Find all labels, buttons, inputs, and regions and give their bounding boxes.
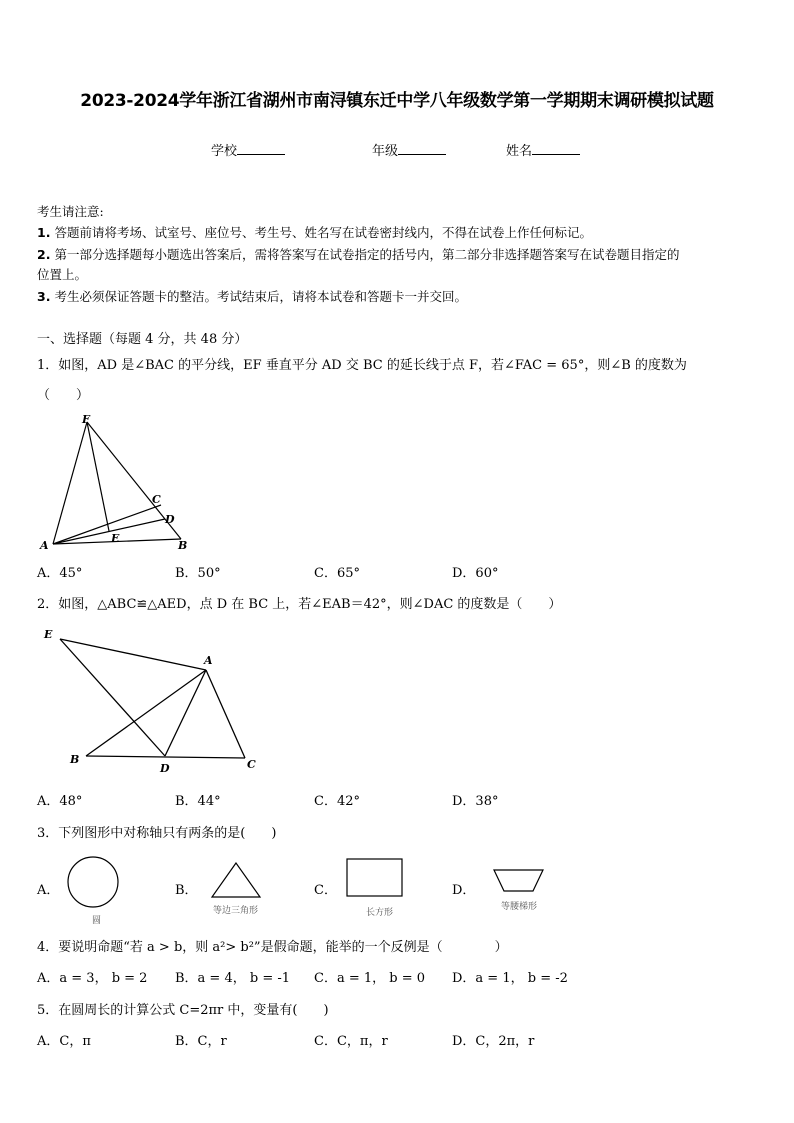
notice-item-3: 3. 考生必须保证答题卡的整洁。考试结束后，请将本试卷和答题卡一并交回。	[37, 289, 467, 304]
q1-option-c[interactable]: C．65°	[314, 566, 360, 581]
q1-label-a: A	[40, 539, 49, 552]
q2-label-d: D	[160, 762, 170, 775]
q1-text: 1．如图，AD 是∠BAC 的平分线，EF 垂直平分 AD 交 BC 的延长线于点 F，若∠FAC = 65°，则∠B 的度数为	[37, 358, 687, 373]
notice-item-2: 2. 第一部分选择题每小题选出答案后，需将答案写在试卷指定的括号内，第二部分非选择题答案写在试卷题目指定的	[37, 247, 680, 262]
q2-option-b[interactable]: B．44°	[175, 794, 221, 809]
school-blank[interactable]	[237, 142, 285, 155]
q1-label-b: B	[178, 539, 188, 552]
q5-option-a[interactable]: A．C，π	[37, 1034, 91, 1049]
q3-caption-b: 等边三角形	[213, 906, 259, 916]
q3-option-d[interactable]: D．	[452, 883, 476, 898]
q1-figure	[35, 412, 195, 552]
q2-option-a[interactable]: A．48°	[37, 794, 83, 809]
q2-figure	[38, 624, 268, 776]
q2-label-a: A	[204, 654, 213, 667]
q2-text: 2．如图，△ABC≌△AED，点 D 在 BC 上，若∠EAB＝42°，则∠DAC 的度数是（ ）	[37, 597, 562, 612]
q3-caption-a: 圆	[92, 916, 102, 926]
school-field: 学校	[211, 140, 285, 159]
notice-item-2-cont: 位置上。	[37, 267, 88, 282]
section-1-heading: 一、选择题（每题 4 分，共 48 分）	[37, 332, 248, 347]
q3-triangle-shape	[208, 860, 264, 902]
notice-heading: 考生请注意:	[37, 204, 104, 219]
q3-option-a[interactable]: A．	[37, 883, 60, 898]
q3-trapezoid-shape	[491, 866, 547, 894]
q3-caption-d: 等腰梯形	[501, 902, 538, 912]
q3-caption-c: 长方形	[366, 908, 394, 918]
name-blank[interactable]	[532, 142, 580, 155]
q2-option-d[interactable]: D．38°	[452, 794, 499, 809]
q3-text: 3．下列图形中对称轴只有两条的是( )	[37, 826, 277, 841]
q3-option-b[interactable]: B．	[175, 883, 198, 898]
q5-option-b[interactable]: B．C，r	[175, 1034, 227, 1049]
q1-bracket: （ ）	[37, 388, 90, 403]
q4-option-a[interactable]: A．a = 3， b = 2	[37, 971, 148, 986]
q2-option-c[interactable]: C．42°	[314, 794, 360, 809]
q2-label-e: E	[44, 628, 53, 641]
q3-option-c[interactable]: C．	[314, 883, 337, 898]
q4-option-b[interactable]: B．a = 4， b = -1	[175, 971, 291, 986]
q4-text: 4．要说明命题“若 a > b，则 a²> b²”是假命题，能举的一个反例是（ ）	[37, 940, 508, 955]
q2-label-b: B	[70, 753, 80, 766]
q3-rectangle-shape	[345, 857, 405, 899]
name-field: 姓名	[506, 140, 580, 159]
q4-option-d[interactable]: D．a = 1， b = -2	[452, 971, 568, 986]
q5-option-d[interactable]: D．C，2π，r	[452, 1034, 535, 1049]
exam-title: 2023-2024学年浙江省湖州市南浔镇东迁中学八年级数学第一学期期末调研模拟试题	[80, 91, 714, 111]
grade-blank[interactable]	[398, 142, 446, 155]
q1-label-e: E	[111, 532, 120, 545]
q1-label-d: D	[165, 513, 175, 526]
q4-option-c[interactable]: C．a = 1， b = 0	[314, 971, 426, 986]
q2-label-c: C	[247, 758, 256, 771]
q5-text: 5．在圆周长的计算公式 C=2πr 中，变量有( )	[37, 1003, 329, 1018]
q5-option-c[interactable]: C．C，π，r	[314, 1034, 388, 1049]
q1-label-c: C	[152, 493, 161, 506]
grade-field: 年级	[372, 140, 446, 159]
q1-option-b[interactable]: B．50°	[175, 566, 221, 581]
notice-item-1: 1. 答题前请将考场、试室号、座位号、考生号、姓名写在试卷密封线内，不得在试卷上作任何标记。	[37, 225, 592, 240]
q3-circle-shape	[66, 855, 122, 911]
q1-label-f: F	[82, 413, 90, 426]
q1-option-d[interactable]: D．60°	[452, 566, 499, 581]
q1-option-a[interactable]: A．45°	[37, 566, 83, 581]
